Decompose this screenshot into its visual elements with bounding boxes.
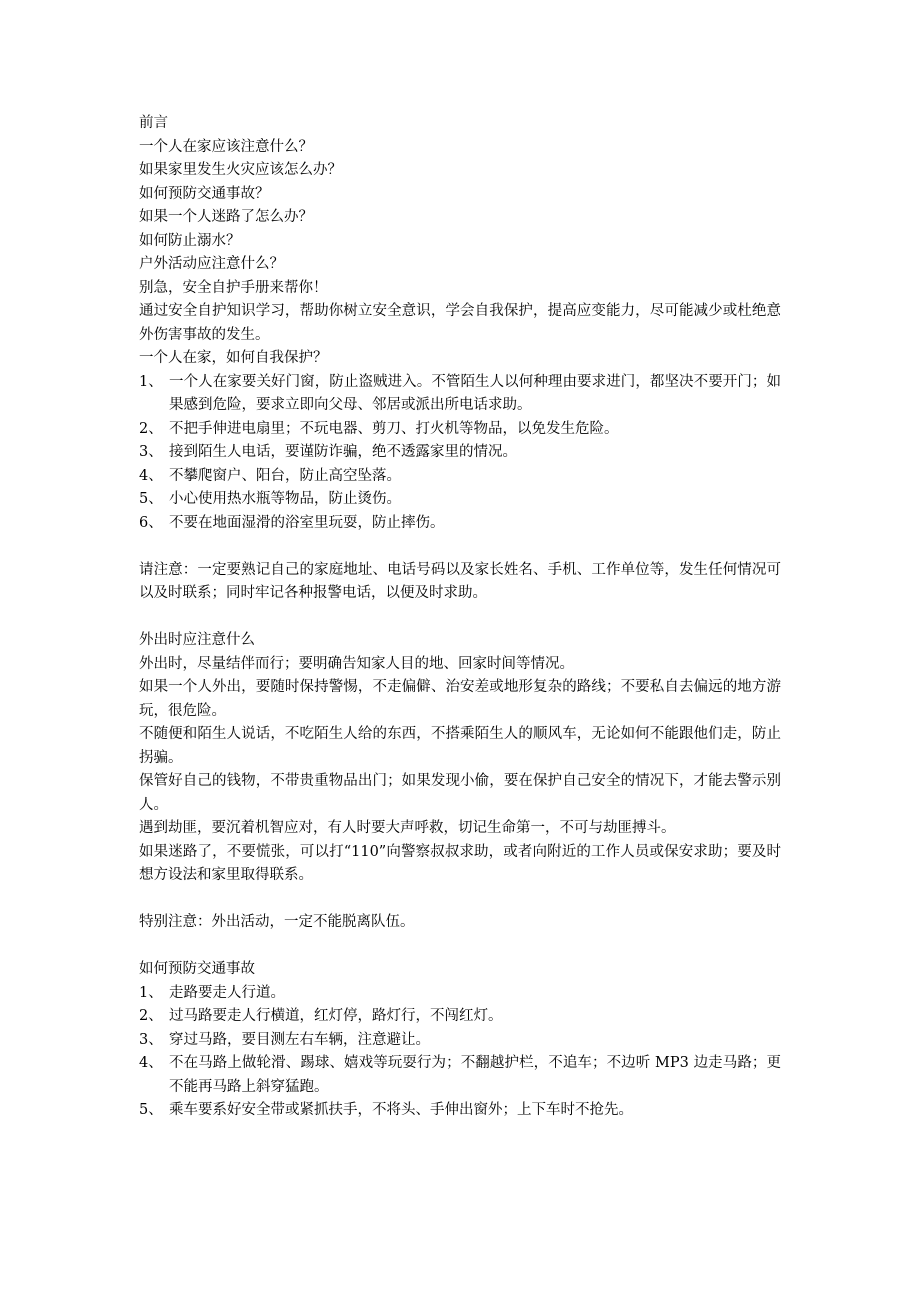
- outing-paragraph: 外出时，尽量结伴而行；要明确告知家人目的地、回家时间等情况。: [139, 655, 574, 672]
- preface-title: 前言: [139, 115, 168, 131]
- list-number: 1、: [139, 373, 163, 390]
- document-page: [139, 112, 781, 1123]
- home-section-title: 一个人在家，如何自我保护？: [139, 350, 328, 366]
- home-list-item: [139, 371, 781, 418]
- preface-question: 如何预防交通事故？: [139, 185, 270, 202]
- traffic-section-title: 如何预防交通事故: [139, 961, 255, 977]
- list-number: 5、: [139, 491, 163, 507]
- list-text: 不攀爬窗户、阳台，防止高空坠落。: [169, 467, 401, 484]
- list-text: 过马路要走人行横道，红灯停，路灯行，不闯红灯。: [169, 1008, 503, 1024]
- preface-intro: 通过安全自护知识学习，帮助你树立安全意识，学会自我保护，提高应变能力，尽可能减少或杜绝意外伤害事故的发生。: [139, 303, 781, 343]
- list-number: 6、: [139, 514, 163, 531]
- preface-question: 如果一个人迷路了怎么办？: [139, 209, 313, 225]
- list-text: 乘车要系好安全带或紧抓扶手，不将头、手伸出窗外；上下车时不抢先。: [169, 1102, 633, 1118]
- outing-paragraph: 如果迷路了，不要慌张，可以打“110”向警察叔叔求助，或者向附近的工作人员或保安求助；要及时想方设法和家里取得联系。: [139, 843, 781, 883]
- list-number: 2、: [139, 420, 163, 437]
- preface-question: 一个人在家应该注意什么？: [139, 138, 313, 155]
- list-number: 3、: [139, 444, 163, 460]
- preface-question: 如果家里发生火灾应该怎么办？: [139, 162, 342, 178]
- home-list-item: [139, 488, 781, 512]
- outing-paragraph: 不随便和陌生人说话，不吃陌生人给的东西，不搭乘陌生人的顺风车，无论如何不能跟他们走，防止拐骗。: [139, 726, 781, 766]
- home-note: 请注意：一定要熟记自己的家庭地址、电话号码以及家长姓名、手机、工作单位等，发生任何情况可以及时联系；同时牢记各种报警电话，以便及时求助。: [139, 561, 781, 601]
- list-number: 5、: [139, 1102, 163, 1118]
- list-text: 不把手伸进电扇里；不玩电器、剪刀、打火机等物品，以免发生危险。: [169, 420, 619, 437]
- list-text: 小心使用热水瓶等物品，防止烫伤。: [169, 491, 401, 507]
- traffic-list-item: [139, 1029, 781, 1053]
- preface-question: 户外活动应注意什么？: [139, 256, 284, 272]
- blank-line: [139, 888, 781, 912]
- traffic-list-item: [139, 1099, 781, 1123]
- outing-note: 特别注意：外出活动，一定不能脱离队伍。: [139, 914, 415, 930]
- preface-answer: 别急，安全自护手册来帮你！: [139, 279, 328, 296]
- blank-line: [139, 606, 781, 630]
- traffic-list-item: [139, 1052, 781, 1099]
- list-number: 1、: [139, 984, 163, 1001]
- home-list-item: [139, 418, 781, 442]
- list-text: 走路要走人行道。: [169, 984, 285, 1001]
- list-text: 一个人在家要关好门窗，防止盗贼进入。不管陌生人以何种理由要求进门，都坚决不要开门；如果感到危险，要求立即向父母、邻居或派出所电话求助。: [169, 373, 781, 413]
- list-number: 3、: [139, 1031, 163, 1048]
- home-list-item: [139, 465, 781, 489]
- list-number: 4、: [139, 1055, 163, 1071]
- home-list-item: [139, 512, 781, 536]
- outing-paragraph: 遇到劫匪，要沉着机智应对，有人时要大声呼救，切记生命第一，不可与劫匪搏斗。: [139, 820, 676, 836]
- list-text: 接到陌生人电话，要谨防诈骗，绝不透露家里的情况。: [169, 444, 517, 460]
- list-text: 穿过马路，要目测左右车辆，注意避让。: [169, 1031, 430, 1048]
- outing-paragraph: 如果一个人外出，要随时保持警惕，不走偏僻、治安差或地形复杂的路线；不要私自去偏远的地方游玩，很危险。: [139, 679, 781, 719]
- outing-section-title: 外出时应注意什么: [139, 632, 255, 648]
- list-text: 不要在地面湿滑的浴室里玩耍，防止摔伤。: [169, 514, 445, 531]
- preface-question: 如何防止溺水？: [139, 232, 241, 249]
- list-text: 不在马路上做轮滑、踢球、嬉戏等玩耍行为；不翻越护栏，不追车；不边听 MP3 边走马路；更不能再马路上斜穿猛跑。: [169, 1055, 781, 1095]
- blank-line: [139, 535, 781, 559]
- home-list-item: [139, 441, 781, 465]
- outing-paragraph: 保管好自己的钱物，不带贵重物品出门；如果发现小偷，要在保护自己安全的情况下，才能去警示别人。: [139, 773, 781, 813]
- list-number: 4、: [139, 467, 163, 484]
- traffic-list-item: [139, 1005, 781, 1029]
- blank-line: [139, 935, 781, 959]
- traffic-list-item: [139, 982, 781, 1006]
- list-number: 2、: [139, 1008, 163, 1024]
